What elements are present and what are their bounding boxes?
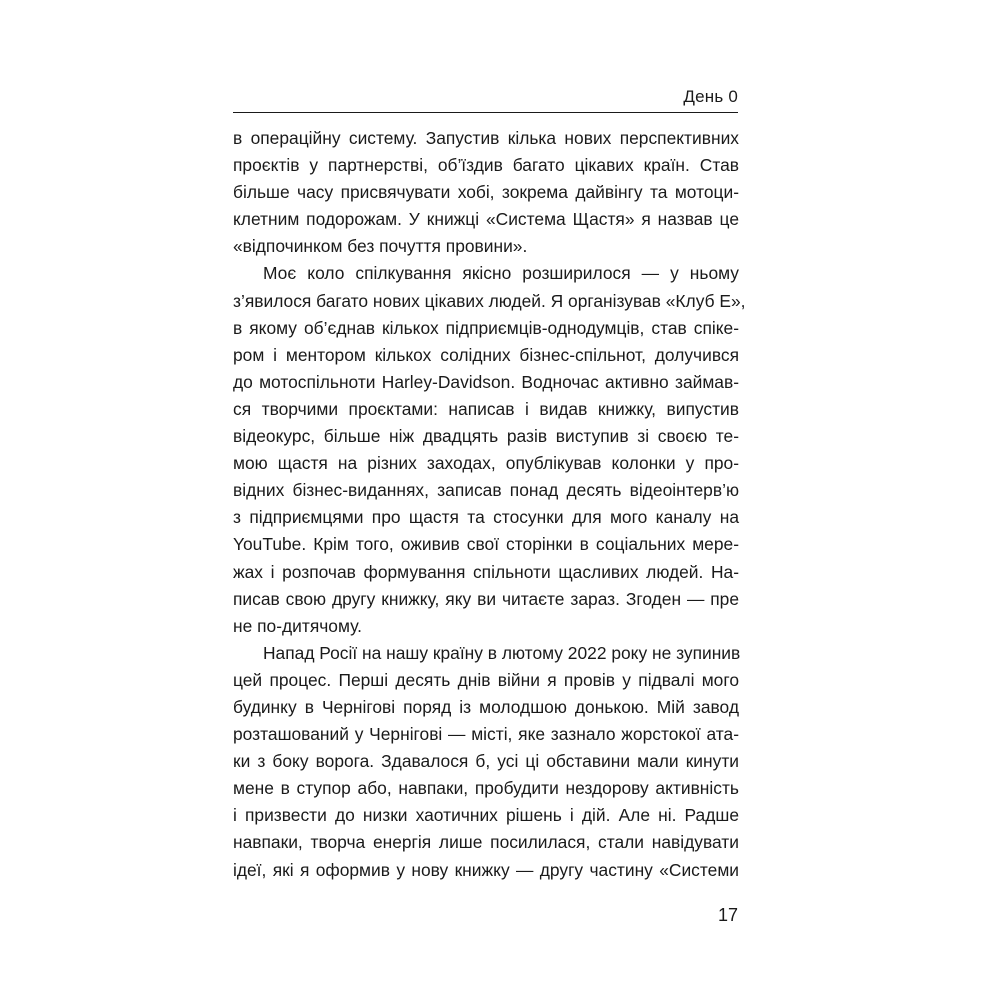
paragraph-2 [233,260,746,639]
text-line: з підприємцями про щастя та стосунки для мого каналу на [233,507,739,528]
text-line: не по-дитячому. [233,615,362,636]
text-line: проєктів у партнерстві, об’їздив багато цікавих країн. Став [233,155,739,176]
text-line: жах і розпочав формування спільноти щасливих людей. На- [233,561,739,582]
paragraph-1 [233,125,739,260]
text-line: ром і ментором кількох солідних бізнес-спільнот, долучився [233,344,739,365]
text-line: писав свою другу книжку, яку ви читаєте зараз. Згоден — пре [233,588,739,609]
text-line: клетним подорожам. У книжці «Система Щастя» я назвав це [233,209,739,230]
text-line: «відпочинком без почуття провини». [233,236,528,257]
text-line: YouTube. Крім того, оживив свої сторінки в соціальних мере- [233,534,739,555]
text-line: відних бізнес-виданнях, записав понад десять відеоінтерв’ю [233,480,739,501]
running-title: День 0 [683,87,738,106]
header-rule [233,112,738,113]
text-line: з’явилося багато нових цікавих людей. Я організував «Клуб Е», [233,290,746,311]
text-line: мене в ступор або, навпаки, пробудити нездорову активність [233,778,739,799]
text-line: будинку в Чернігові поряд із молодшою донькою. Мій завод [233,696,739,717]
text-line: цей процес. Перші десять днів війни я провів у підвалі мого [233,669,739,690]
text-line: ся творчими проєктами: написав і видав книжку, випустив [233,398,739,419]
text-line: навпаки, творча енергія лише посилилася, стали навідувати [233,832,739,853]
text-line: в операційну систему. Запустив кілька нових перспективних [233,128,739,148]
text-line: ідеї, які я оформив у нову книжку — другу частину «Системи [233,859,739,880]
text-line: ки з боку ворога. Здавалося б, усі ці обставини мали кинути [233,751,739,772]
text-line: розташований у Чернігові — місті, яке зазнало жорстокої ата- [233,724,739,745]
text-line: відеокурс, більше ніж двадцять разів виступив зі своєю те- [233,426,739,447]
text-line: мою щастя на різних заходах, опублікував колонки у про- [233,453,739,474]
body-text [233,125,746,884]
text-line: в якому об’єднав кількох підприємців-однодумців, став спіке- [233,317,739,338]
page-number: 17 [717,905,738,925]
text-line: Напад Росії на нашу країну в лютому 2022 року не зупинив [263,642,741,663]
paragraph-3 [233,640,739,884]
text-line: Моє коло спілкування якісно розширилося — у ньому [263,263,739,284]
text-line: і призвести до низки хаотичних рішень і дій. Але ні. Радше [233,805,739,826]
text-line: до мотоспільноти Harley-Davidson. Водночас активно займав- [233,371,739,392]
text-line: більше часу присвячувати хобі, зокрема дайвінгу та мотоци- [233,182,739,203]
